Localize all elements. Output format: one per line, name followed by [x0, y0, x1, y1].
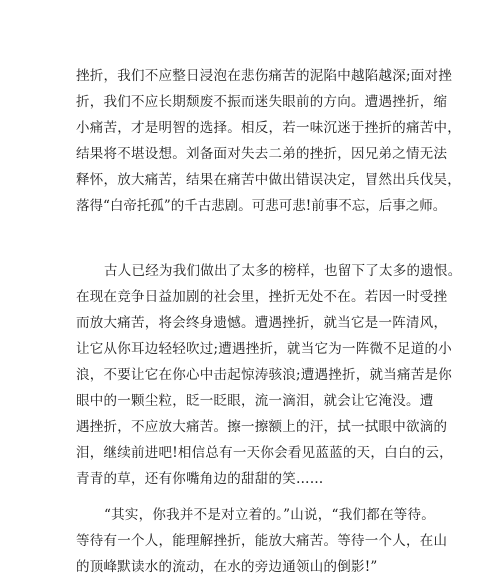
text-line: 古人已经为我们做出了太多的榜样，也留下了太多的遗恨。	[104, 263, 462, 279]
text-line: 释怀，放大痛苦，结果在痛苦中做出错误决定，冒然出兵伐吴，	[76, 172, 461, 188]
text-line: 浪，不要让它在你心中击起惊涛骇浪;遭遇挫折，就当痛苦是你	[76, 367, 453, 383]
text-line: 小痛苦，才是明智的选择。相反，若一味沉迷于挫折的痛苦中，	[76, 120, 461, 136]
text-line: 的顶峰默读水的流动，在水的旁边通领山的倒影!”	[76, 559, 378, 575]
text-line: 在现在竞争日益加剧的社会里，挫折无处不在。若因一时受挫	[76, 289, 448, 305]
text-line: 而放大痛苦，将会终身遗憾。遭遇挫折，就当它是一阵清风，	[76, 315, 448, 331]
text-line: 等待有一个人，能理解挫折，能放大痛苦。等待一个人，在山	[76, 533, 448, 549]
text-line: 折，我们不应长期颓废不振而迷失眼前的方向。遭遇挫折，缩	[76, 94, 448, 110]
text-line: 眼中的一颗尘粒，眨一眨眼，流一滴泪，就会让它淹没。遭	[76, 393, 434, 409]
text-line: 泪，继续前进吧!相信总有一天你会看见蓝蓝的天，白白的云，	[76, 445, 453, 461]
text-line: 落得“白帝托孤”的千古悲剧。可悲可悲!前事不忘，后事之师。	[76, 198, 447, 214]
text-line: 挫折，我们不应整日浸泡在悲伤痛苦的泥陷中越陷越深;面对挫	[76, 68, 453, 84]
text-line: 青青的草，还有你嘴角边的甜甜的笑……	[76, 471, 324, 487]
text-line: 遇挫折，不应放大痛苦。擦一擦额上的汗，拭一拭眼中欲滴的	[76, 419, 448, 435]
text-line: 让它从你耳边轻轻吹过;遭遇挫折，就当它为一阵微不足道的小	[76, 341, 453, 357]
text-line: 结果将不堪设想。刘备面对失去二弟的挫折，因兄弟之情无法	[76, 146, 448, 162]
text-line: “其实，你我并不是对立着的。”山说，“我们都在等待。	[104, 507, 435, 523]
